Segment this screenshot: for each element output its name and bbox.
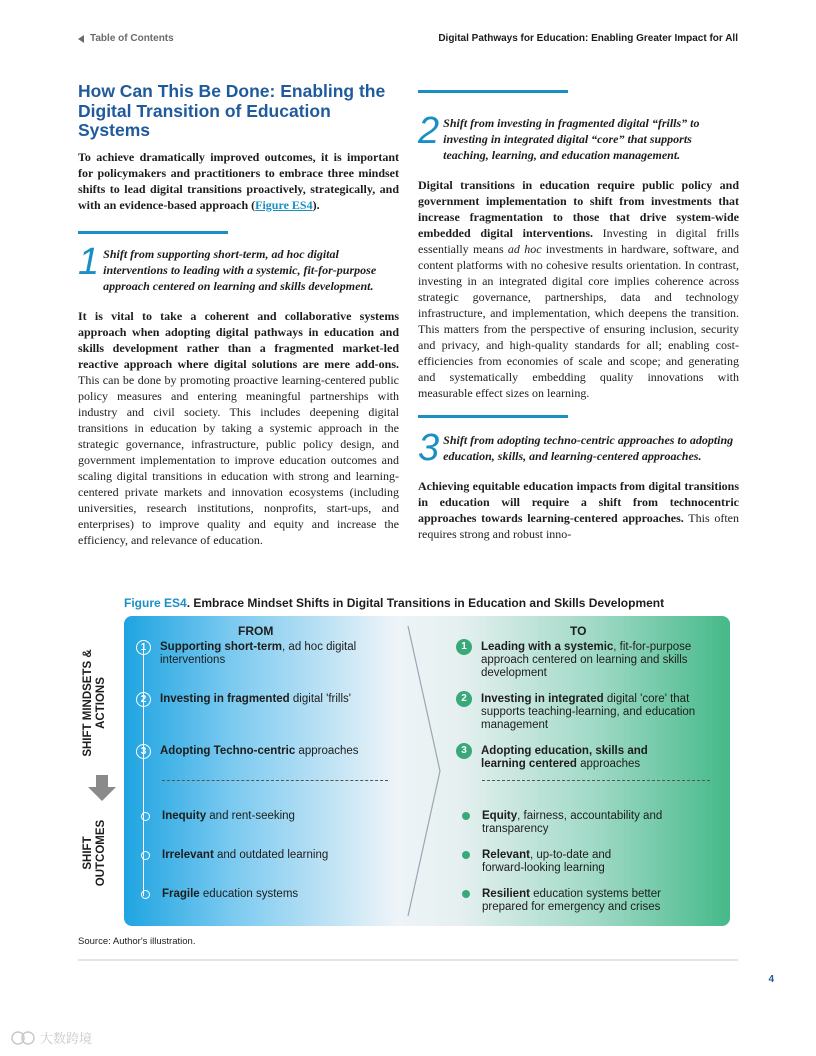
down-arrow-icon [88, 775, 116, 801]
to-outcome-rest: , fairness, accountability and transparency [482, 810, 663, 835]
to-outcome-bold: Relevant [482, 849, 530, 861]
number-badge: 2 [136, 692, 151, 707]
right-column [418, 90, 739, 542]
systems-paragraph [78, 308, 399, 548]
toc-label: Table of Contents [90, 33, 174, 44]
systems-text: This can be done by promoting proactive learning-centered public policy measures and entering meaningful partnerships with industry and civil society. This includes deepening digital transitions in education by taking a systemic approach in the strategic governance, infrastructure, public policy design, and government implementation to improve education outcomes and scaling digital transitions in education with strong and learning-centered private markets and innovation ecosystems (including universities, research institutions, nonprofits, start-ups, and enterprises) to improve quality and equity and increase the efficiency, and relevance of education. [78, 372, 399, 547]
from-outcome-bold: Inequity [162, 810, 207, 822]
core-italic: ad hoc [507, 242, 542, 256]
to-header: TO [570, 624, 587, 638]
systems-bold: It is vital to take a coherent and collaborative systems approach when adopting digital pathways in education and skills development rather than a fragmented market-led reactive approach where digital solutions are mere add-ons. [78, 308, 399, 371]
back-arrow-icon [78, 35, 84, 43]
number-badge: 2 [456, 691, 472, 707]
to-outcome-3 [459, 888, 709, 914]
section-heading: How Can This Be Done: Enabling the Digital Transition of Education Systems [78, 81, 386, 140]
chevron-arrow-icon [406, 616, 446, 926]
from-item-rest: , ad hoc digital interventions [160, 641, 357, 666]
from-outcome-2 [138, 849, 398, 862]
shift1-text: Shift from supporting short-term, ad hoc digital interventions to leading with a systemic, fit-for-purpose approach centered on learning and skills development. [103, 246, 377, 293]
learning-paragraph [418, 478, 739, 542]
to-item-bold: Leading with a systemic [481, 641, 614, 653]
to-item-bold: Adopting education, skills and learning centered [481, 745, 648, 770]
to-item-rest: digital 'core' that supports teaching-learning, and education management [481, 693, 696, 731]
side-label-mindsets: SHIFT MINDSETS & ACTIONS [82, 649, 107, 757]
number-badge: 1 [136, 640, 151, 655]
shift3-text: Shift from adopting techno-centric approaches to adopting education, skills, and learning-centered approaches. [443, 433, 734, 463]
page-number: 4 [768, 974, 774, 985]
learning-bold: Achieving equitable education impacts from digital transitions in education will require a shift from technocentric approaches towards learning-centered approaches. [418, 479, 739, 525]
figure-es4-link[interactable]: Figure ES4 [255, 197, 313, 212]
number-badge: 3 [136, 744, 151, 759]
from-header: FROM [238, 624, 274, 638]
shift2-callout [418, 110, 739, 163]
number-badge: 1 [456, 639, 472, 655]
shift3-callout [418, 427, 739, 469]
outcome-dot [141, 851, 150, 860]
core-text-a: Investing in digital frills essentially means [418, 226, 740, 256]
mindset-shift-diagram [124, 616, 730, 926]
from-outcome-rest: and rent-seeking [206, 810, 295, 822]
figure-label: Figure ES4 [124, 596, 187, 610]
to-item-rest: approaches [576, 758, 641, 770]
number-badge: 3 [456, 743, 472, 759]
from-item-3 [136, 745, 396, 759]
shift3-number: 3 [418, 427, 440, 469]
document-title: Digital Pathways for Education: Enabling Greater Impact for All [438, 33, 738, 44]
figure-title-text: . Embrace Mindset Shifts in Digital Transitions in Education and Skills Development [186, 596, 665, 610]
shift1-number: 1 [78, 240, 100, 283]
to-outcome-2 [459, 849, 649, 875]
shift1-divider [78, 231, 228, 234]
from-outcome-1 [138, 810, 398, 823]
from-item-rest: digital 'frills' [289, 693, 351, 705]
shift1-callout [78, 240, 399, 294]
outcome-dot [141, 812, 150, 821]
from-outcome-bold: Fragile [162, 888, 200, 900]
from-outcome-rest: and outdated learning [213, 849, 329, 861]
to-divider [482, 780, 710, 781]
watermark-logo-icon [10, 1029, 36, 1047]
to-item-2 [456, 693, 711, 732]
table-of-contents-link[interactable] [78, 33, 174, 44]
from-outcome-bold: Irrelevant [162, 849, 214, 861]
outcome-dot [462, 851, 470, 859]
from-outcome-3 [138, 888, 398, 901]
outcome-dot [462, 812, 470, 820]
to-outcome-bold: Resilient [482, 888, 530, 900]
from-item-bold: Investing in fragmented [160, 693, 290, 705]
core-bold: Digital transitions in education require public policy and government implementation to shift from investments that increase fragmentation to those that drive system-wide embedded digital interventions. [418, 178, 739, 240]
learning-text: This often requires strong and robust inno- [418, 511, 739, 541]
left-column [78, 82, 399, 548]
figure-source: Source: Author's illustration. [78, 936, 196, 947]
side-label-outcomes: SHIFT OUTCOMES [82, 819, 107, 887]
to-item-3 [456, 745, 681, 771]
to-item-bold: Investing in integrated [481, 693, 604, 705]
watermark-text: 大数跨境 [40, 1031, 93, 1046]
footer-divider [78, 959, 738, 961]
core-paragraph [418, 177, 739, 401]
shift2-divider [418, 90, 568, 93]
to-outcome-rest: , up-to-date and forward-looking learning [482, 849, 612, 874]
from-divider [162, 780, 388, 781]
from-outcome-rest: education systems [199, 888, 299, 900]
to-outcome-rest: education systems better prepared for emergency and crises [482, 888, 661, 913]
watermark [10, 1028, 92, 1047]
shift3-divider [418, 415, 568, 418]
intro-paragraph [78, 149, 399, 213]
intro-end: ). [312, 197, 320, 212]
outcome-dot [462, 890, 470, 898]
intro-text: To achieve dramatically improved outcomes, it is important for policymakers and practitioners to embrace three mindset shifts to lead digital transitions proactively, strategically, and with an evidence-based approach ( [78, 149, 399, 212]
from-item-2 [136, 693, 396, 707]
outcome-dot [141, 890, 150, 899]
figure-title [124, 596, 664, 610]
from-item-bold: Supporting short-term [160, 641, 283, 653]
to-item-rest: , fit-for-purpose approach centered on learning and skills development [481, 641, 692, 679]
shift2-text: Shift from investing in fragmented digital “frills” to investing in integrated digital “core” that supports teaching, learning, and education management. [443, 116, 700, 162]
core-text-b: investments in hardware, software, and content platforms with no cohesive results orientation. In contrast, investing in an integrated digital core implies coherence across strategic governance, partnerships, data and technology infrastructure, and implementation, which deepens the transition. This matters from the perspective of ensuring inclusion, security and privacy, and high-quality standards for all; enabling cost-efficiencies from economies of scale and scope; and generating and systematically embedding quality innovations with measurable effect sizes on learning. [418, 242, 740, 400]
to-item-1 [456, 641, 711, 680]
figure-side-labels [80, 618, 124, 926]
from-item-bold: Adopting Techno-centric [160, 745, 296, 757]
shift2-number: 2 [418, 110, 440, 152]
from-item-rest: approaches [295, 745, 359, 757]
from-item-1 [136, 641, 396, 667]
to-outcome-1 [459, 810, 709, 836]
to-outcome-bold: Equity [482, 810, 518, 822]
